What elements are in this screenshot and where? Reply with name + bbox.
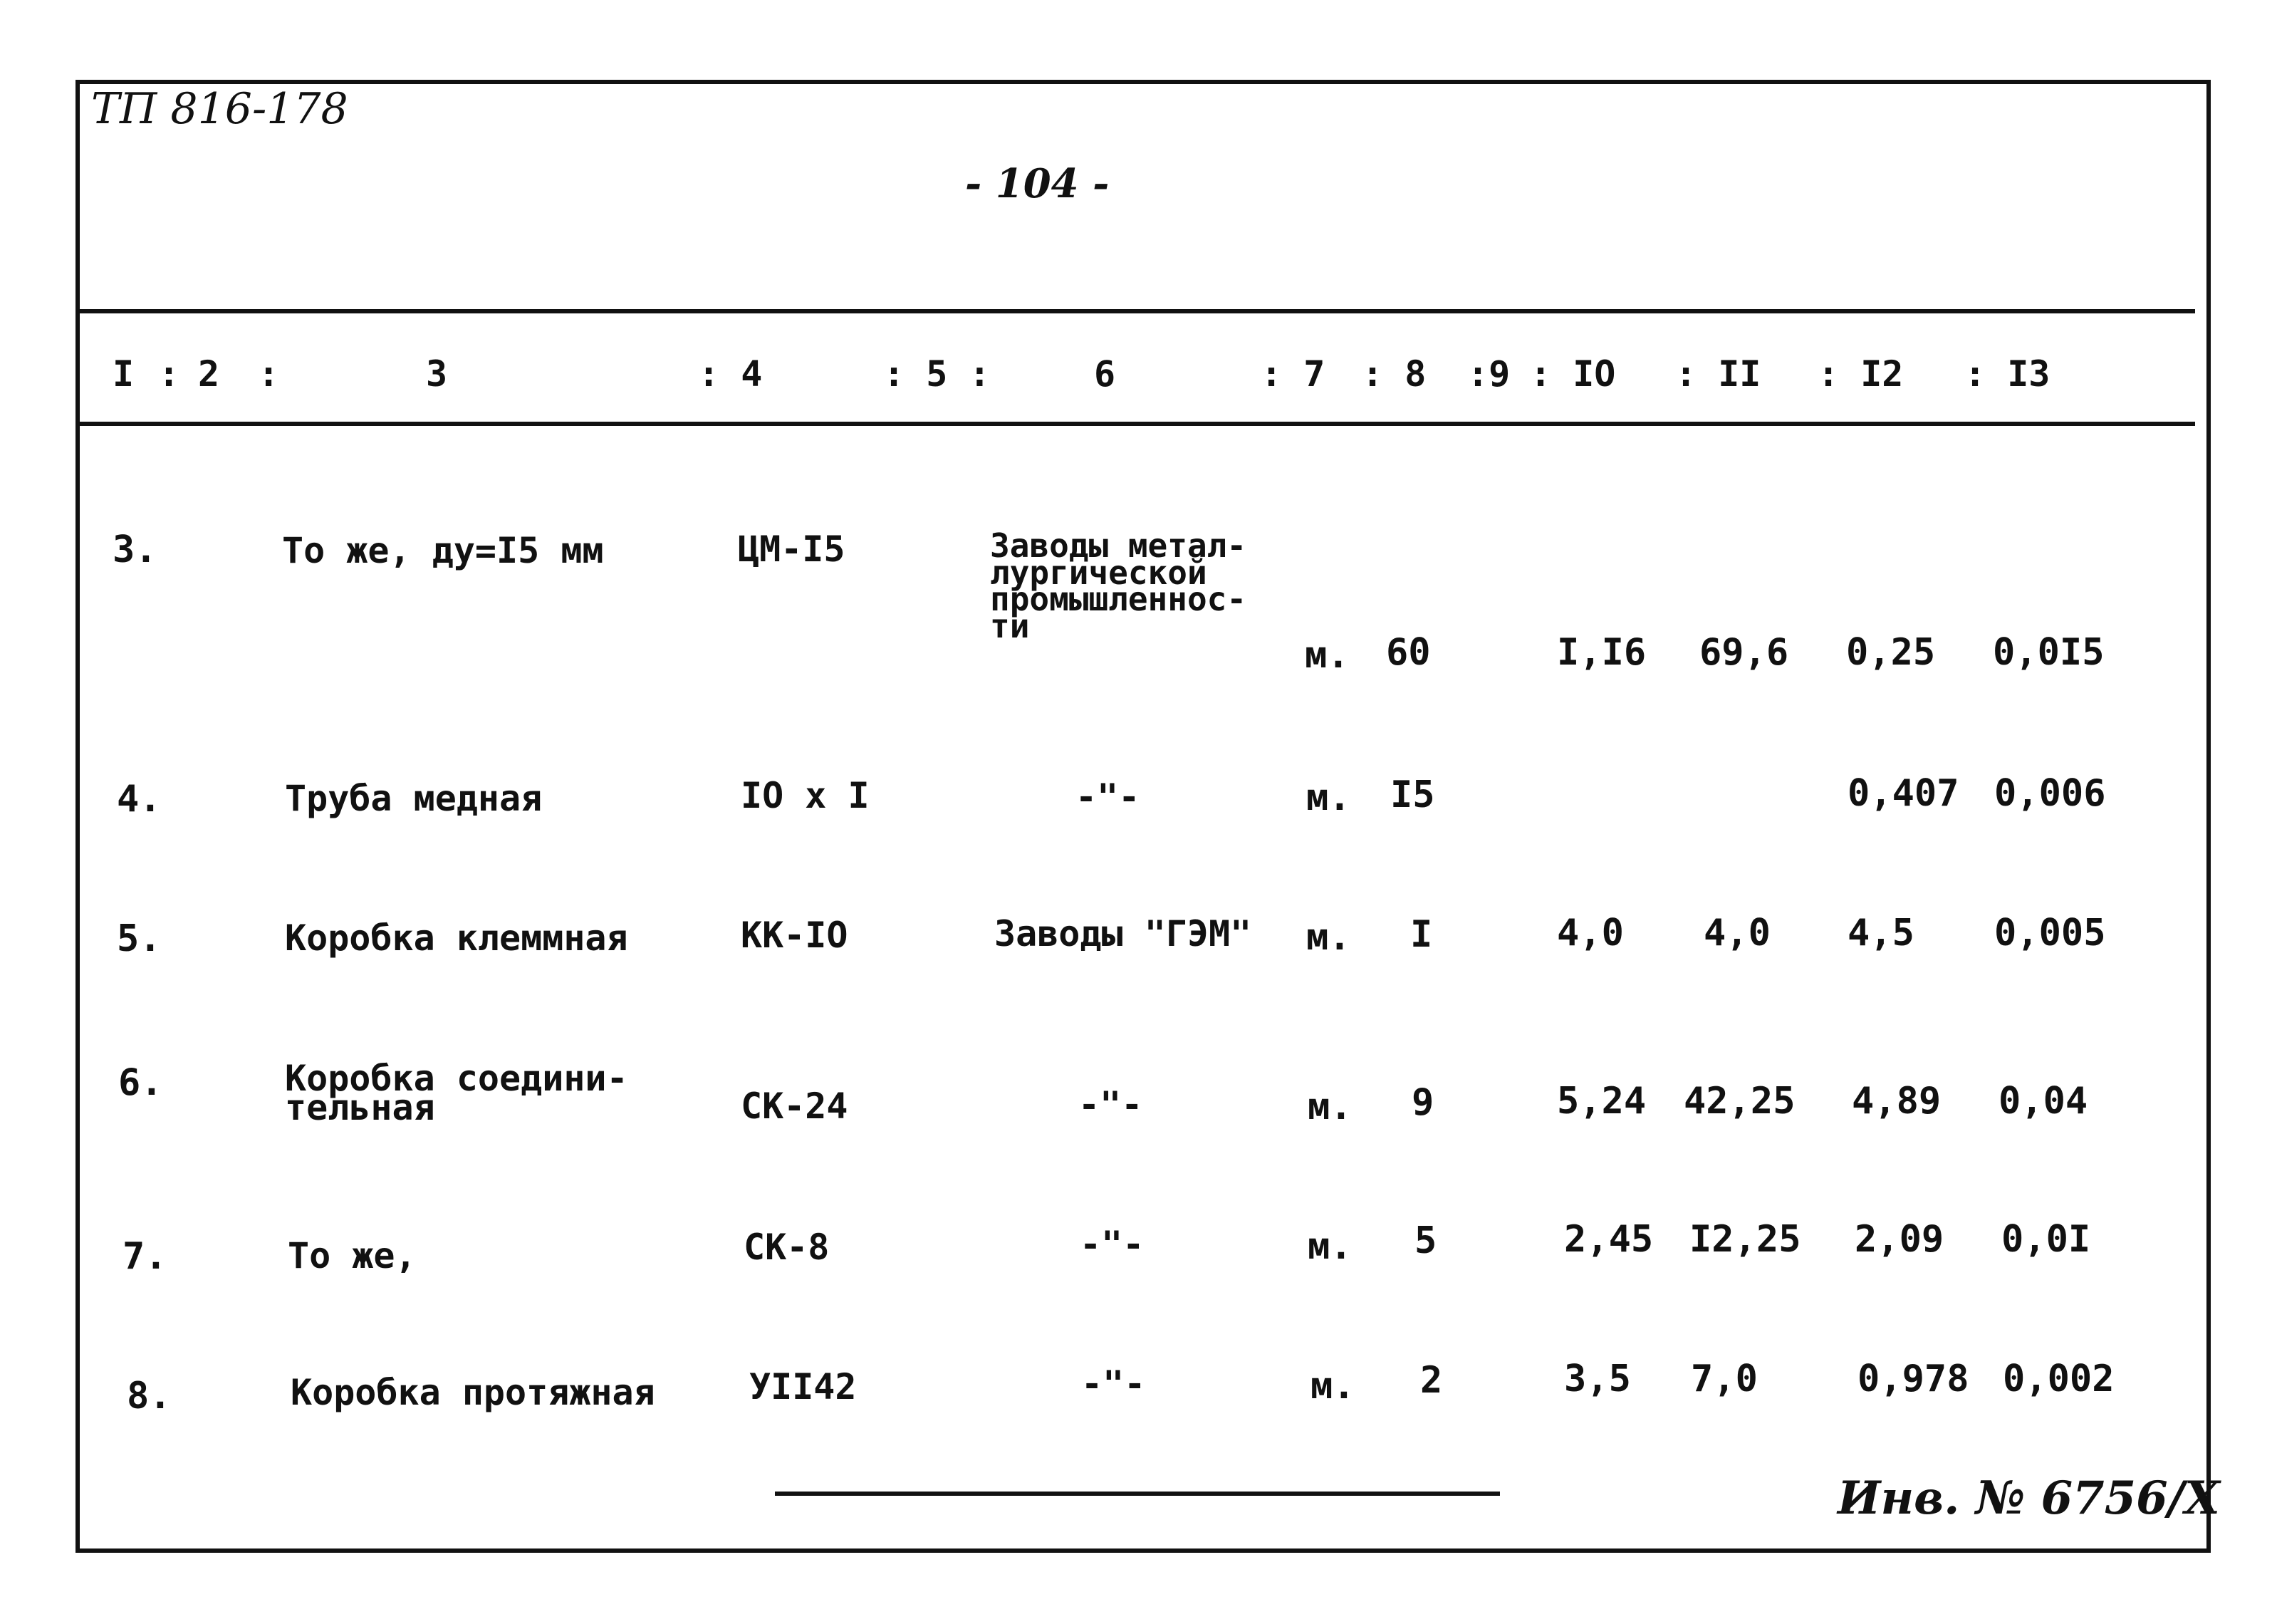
col12-value: 0,978 (1857, 1358, 1969, 1400)
item-qty: I5 (1390, 774, 1435, 816)
col-sep: : (158, 353, 180, 395)
col-1: I (113, 353, 135, 395)
col12-value: 2,09 (1855, 1218, 1944, 1261)
col11-value: 4,0 (1704, 912, 1771, 954)
col11-value: 69,6 (1699, 631, 1789, 674)
item-name: Коробка протяжная (291, 1372, 655, 1413)
item-type: СК-24 (741, 1086, 848, 1127)
item-maker: -"- (1080, 1224, 1145, 1265)
item-unit: м. (1305, 634, 1350, 677)
item-name: То же, ду=I5 мм (282, 530, 604, 571)
item-unit: м. (1310, 1365, 1355, 1407)
col12-value: 0,25 (1846, 631, 1936, 674)
item-maker: Заводы "ГЭМ" (994, 913, 1252, 954)
item-type: КК-IO (741, 915, 848, 956)
col12-value: 0,407 (1848, 772, 1959, 815)
col10-value: 3,5 (1564, 1358, 1631, 1400)
col10-value: I,I6 (1557, 631, 1647, 674)
item-qty: 9 (1412, 1081, 1434, 1124)
table-bottom-rule (775, 1492, 1500, 1496)
col-6: 6 (1094, 353, 1116, 395)
col13-value: 0,005 (1994, 912, 2106, 954)
item-qty: 2 (1420, 1359, 1443, 1402)
row-number: 8. (127, 1375, 172, 1417)
col13-value: 0,0I5 (1993, 631, 2105, 674)
item-qty: 60 (1386, 631, 1431, 674)
col12-value: 4,89 (1852, 1080, 1942, 1123)
item-qty: 5 (1414, 1219, 1437, 1262)
row-number: 3. (113, 529, 157, 571)
col13-value: 0,0I (2001, 1218, 2091, 1261)
row-number: 5. (117, 917, 162, 960)
table-top-rule (78, 309, 2195, 313)
col10-value: 2,45 (1564, 1218, 1654, 1261)
page-number: - 104 - (965, 160, 1110, 207)
col12-value: 4,5 (1848, 912, 1914, 954)
col-5: : 5 : (883, 353, 991, 395)
item-name: Коробка соедини- тельная (285, 1058, 628, 1128)
item-maker: -"- (1078, 1084, 1143, 1125)
col-2: 2 (198, 353, 220, 395)
col13-value: 0,04 (1999, 1080, 2088, 1123)
col11-value: 42,25 (1684, 1080, 1796, 1123)
col10-value: 5,24 (1557, 1080, 1647, 1123)
col10-value: 4,0 (1557, 912, 1624, 954)
table-header-bottom-rule (78, 422, 2195, 426)
item-type: IO x I (741, 775, 870, 816)
item-unit: м. (1308, 1225, 1353, 1268)
col13-value: 0,002 (2003, 1358, 2115, 1400)
row-number: 7. (123, 1235, 167, 1278)
col-3: 3 (426, 353, 448, 395)
col-sep: : (258, 353, 280, 395)
col-9: :9 (1467, 353, 1511, 395)
item-maker: Заводы метал- лургической промышленнос- ти (990, 526, 1247, 646)
col-11: : II (1675, 353, 1761, 395)
item-type: УII42 (749, 1366, 857, 1407)
col-7: : 7 (1261, 353, 1325, 395)
col-10: : IO (1530, 353, 1616, 395)
col-12: : I2 (1818, 353, 1904, 395)
document-code: ТП 816-178 (91, 84, 348, 134)
item-unit: м. (1306, 916, 1351, 959)
item-name: Коробка клеммная (285, 917, 628, 959)
item-type: ЦМ-I5 (738, 529, 845, 570)
row-number: 6. (118, 1061, 163, 1104)
item-maker: -"- (1075, 776, 1140, 818)
item-qty: I (1410, 913, 1433, 956)
col-8: : 8 (1362, 353, 1427, 395)
item-name: То же, (288, 1235, 417, 1276)
item-unit: м. (1306, 776, 1351, 819)
item-type: СК-8 (744, 1227, 830, 1268)
col11-value: 7,0 (1691, 1358, 1758, 1400)
col-4: : 4 (698, 353, 763, 395)
col-13: : I3 (1964, 353, 2050, 395)
item-name: Труба медная (285, 778, 543, 819)
col11-value: I2,25 (1689, 1218, 1801, 1261)
inventory-number: Инв. № 6756/X (1838, 1472, 2220, 1525)
row-number: 4. (117, 778, 162, 821)
col13-value: 0,006 (1994, 772, 2106, 815)
item-maker: -"- (1081, 1363, 1146, 1405)
item-unit: м. (1308, 1086, 1353, 1128)
